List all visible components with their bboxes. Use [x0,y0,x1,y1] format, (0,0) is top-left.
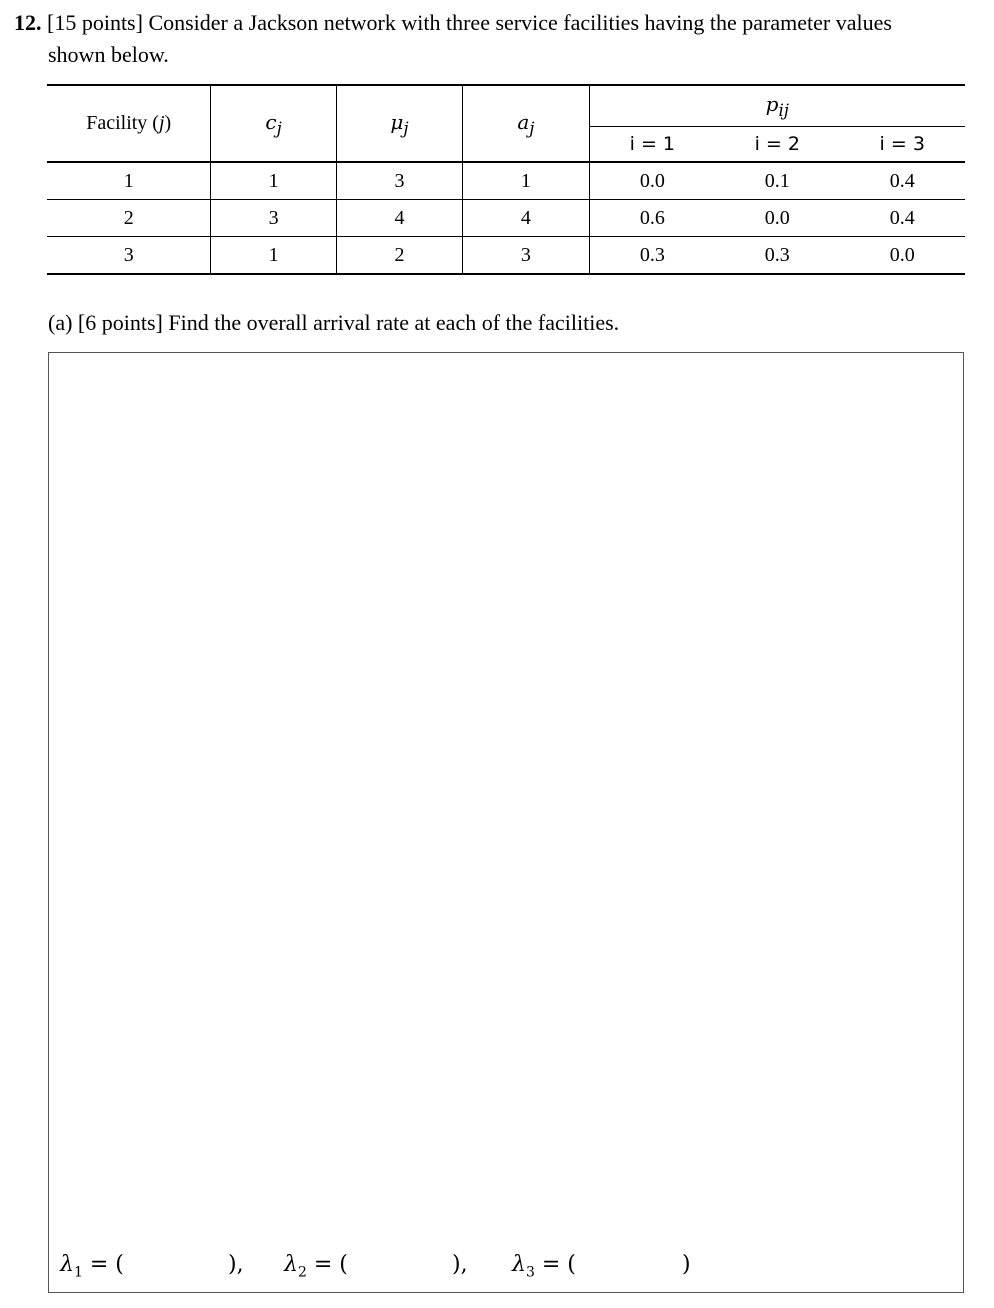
cell-p2: 0.1 [764,169,790,192]
cell-c: 1 [211,237,336,275]
cell-p3: 0.4 [889,169,915,192]
lambda3-label: $\lambda_3$ = ( [512,1252,576,1281]
question-text-line-2: shown below. [48,42,169,67]
header-p-i2: i = 2 [715,127,839,163]
lambda2-close: ), [452,1252,468,1277]
cell-facility: 2 [47,200,211,237]
cell-p2: 0.0 [715,200,839,237]
cell-p1: 0.6 [589,200,715,237]
header-p-group: $p_{ij}$ [589,85,965,127]
cell-p1: 0.3 [589,237,715,275]
answer-box[interactable] [48,352,964,1293]
header-c: $c_j$ [211,85,336,162]
cell-c: 1 [211,162,336,200]
question-text-line-1: [15 points] Consider a Jackson network with three service facilities having the parameter values [41,10,892,35]
part-a-prompt: (a) [6 points] Find the overall arrival rate at each of the facilities. [48,310,620,335]
header-facility: Facility (j) [47,85,211,162]
cell-facility: 3 [47,237,211,275]
cell-p3: 0.4 [839,200,965,237]
header-p-i3: i = 3 [839,127,965,163]
cell-mu: 3 [336,162,462,200]
header-p-i1: i = 1 [589,127,715,163]
table-row [47,162,965,200]
cell-p2: 0.3 [715,237,839,275]
lambda1-close: ), [228,1252,244,1277]
header-a: $a_j$ [463,85,589,162]
cell-p1: 0.0 [589,162,715,200]
cell-a: 3 [463,237,589,275]
cell-facility: 1 [123,169,134,192]
lambda3-close: ) [682,1252,691,1277]
lambda2-label: $\lambda_2$ = ( [284,1252,348,1281]
question-number: 12. [14,10,42,35]
parameter-table [47,84,965,275]
header-mu: $\mu_j$ [336,85,462,162]
cell-a: 1 [463,162,589,200]
question-line-1 [14,8,892,38]
cell-p3: 0.0 [839,237,965,275]
cell-a: 4 [463,200,589,237]
cell-mu: 2 [336,237,462,275]
lambda1-label: $\lambda_1$ = ( [60,1252,124,1281]
cell-mu: 4 [336,200,462,237]
cell-c: 3 [211,200,336,237]
table-row [47,200,965,237]
table-row [47,237,965,275]
